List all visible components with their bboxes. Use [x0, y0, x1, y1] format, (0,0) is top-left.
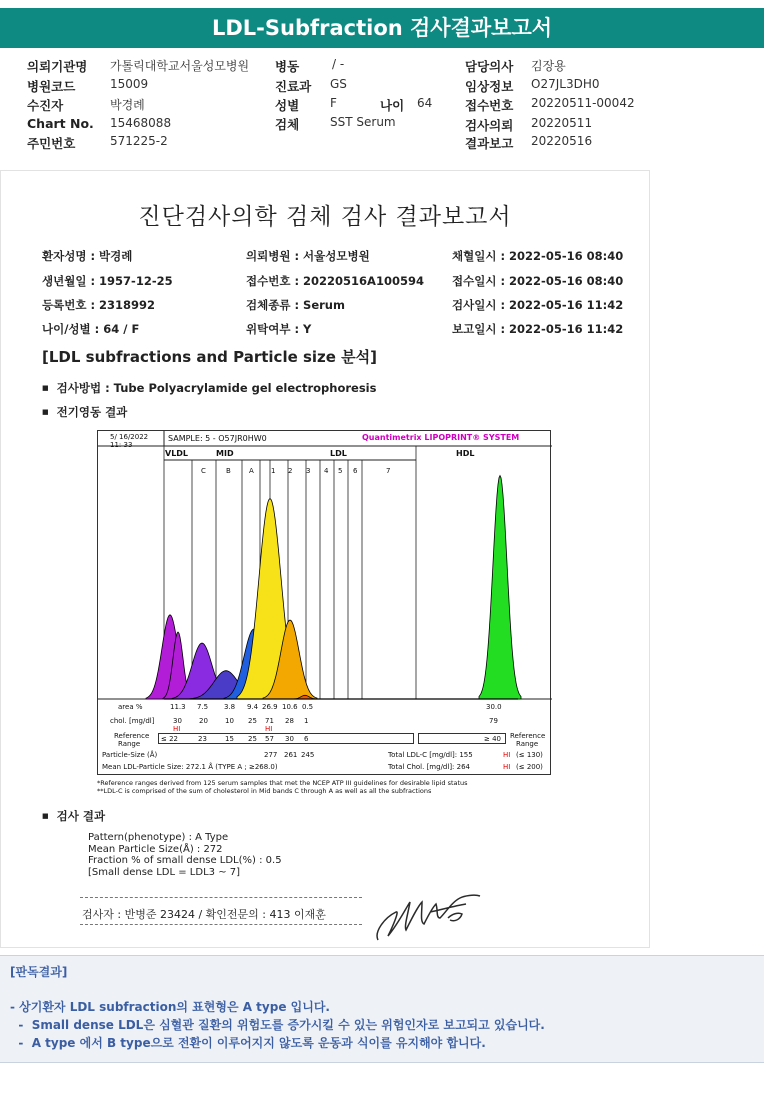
- header-key: 병동: [275, 59, 300, 74]
- ref-right-label-1: Reference: [510, 732, 546, 740]
- band-label: A: [249, 467, 254, 475]
- particle-value: 261: [284, 751, 298, 759]
- ref-value: 23: [198, 735, 207, 743]
- header-value: 15009: [110, 77, 149, 91]
- header-value: 김장용: [531, 59, 566, 73]
- header-key: Chart No.: [27, 116, 94, 131]
- header-key: 검체: [275, 117, 300, 132]
- ref-value: 15: [225, 735, 234, 743]
- total-chol: Total Chol. [mg/dl]: 264: [388, 763, 470, 771]
- header-value: O27JL3DH0: [531, 77, 600, 91]
- ref-value: 57: [265, 735, 274, 743]
- chol-value: 1: [304, 717, 309, 725]
- interpretation-line: - 상기환자 LDL subfraction의 표현형은 A type 입니다.: [10, 1000, 330, 1014]
- chol-value: 25: [248, 717, 257, 725]
- area-value: 10.6: [282, 703, 298, 711]
- chol-value: 79: [489, 717, 498, 725]
- header-key: 담당의사: [465, 59, 514, 74]
- group-label-hdl: HDL: [456, 449, 475, 458]
- area-value: 11.3: [170, 703, 186, 711]
- info-cell: 검체종류 : Serum: [246, 298, 345, 312]
- lipoprint-plot: [97, 430, 551, 775]
- info-cell: 생년월일 : 1957-12-25: [42, 274, 173, 288]
- header-value: 64: [417, 96, 433, 110]
- header-value: / -: [332, 57, 345, 71]
- hi-flag: HI: [265, 725, 273, 733]
- band-label: 1: [271, 467, 276, 475]
- area-value: 0.5: [302, 703, 314, 711]
- band-label: 2: [288, 467, 293, 475]
- result-label: ■ 검사 결과: [42, 808, 105, 824]
- info-cell: 등록번호 : 2318992: [42, 298, 156, 312]
- header-value: 20220511: [531, 116, 593, 130]
- result-line: Mean Particle Size(Å) : 272: [88, 843, 223, 855]
- signature-divider: [80, 924, 362, 925]
- plot-brand: Quantimetrix LIPOPRINT® SYSTEM: [362, 433, 520, 442]
- footnote-1: *Reference ranges derived from 125 serum samples that met the NCEP ATP III guidelines for desirable lipid status: [97, 779, 468, 787]
- ref-right-label-2: Range: [516, 740, 539, 748]
- result-line: [Small dense LDL = LDL3 ~ 7]: [88, 866, 241, 878]
- chol-value: 28: [285, 717, 294, 725]
- total-chol-ref: (≤ 200): [516, 763, 543, 771]
- chol-value: 30: [173, 717, 182, 725]
- header-value: 가톨릭대학교서울성모병원: [110, 59, 250, 73]
- signature-divider: [80, 897, 362, 898]
- lipoprint-svg: [98, 431, 552, 776]
- header-key: 수진자: [27, 98, 64, 113]
- total-ldl-hi: HI: [503, 751, 511, 759]
- particle-value: 245: [301, 751, 315, 759]
- ref-label-2: Range: [118, 740, 141, 748]
- header-key: 검사의뢰: [465, 118, 514, 133]
- header-key: 주민번호: [27, 136, 76, 151]
- header-value: 15468088: [110, 116, 172, 130]
- header-value: 20220516: [531, 134, 593, 148]
- band-label: 3: [306, 467, 311, 475]
- header-key: 성별: [275, 98, 300, 113]
- tester-line: 검사자 : 반병준 23424 / 확인전문의 : 413 이재훈: [82, 908, 326, 921]
- info-cell: 검사일시 : 2022-05-16 11:42: [452, 298, 624, 312]
- area-value: 9.4: [247, 703, 259, 711]
- band-label: 7: [386, 467, 391, 475]
- ref-value: 30: [285, 735, 294, 743]
- header-value: F: [330, 96, 337, 110]
- plot-date: 5/ 16/2022: [110, 433, 149, 441]
- ref-value: 6: [304, 735, 309, 743]
- particle-label: Particle-Size (Å): [102, 751, 158, 759]
- total-ldl: Total LDL-C [mg/dl]: 155: [388, 751, 473, 759]
- band-label: 6: [353, 467, 358, 475]
- info-cell: 접수일시 : 2022-05-16 08:40: [452, 274, 624, 288]
- info-cell: 나이/성별 : 64 / F: [42, 322, 140, 336]
- area-value: 26.9: [262, 703, 278, 711]
- area-value: 3.8: [224, 703, 236, 711]
- header-value: SST Serum: [330, 115, 396, 129]
- band-label: 5: [338, 467, 343, 475]
- info-cell: 환자성명 : 박경례: [42, 249, 133, 263]
- ref-value: 25: [248, 735, 257, 743]
- band-label: 4: [324, 467, 329, 475]
- total-chol-hi: HI: [503, 763, 511, 771]
- ref-value: ≤ 22: [161, 735, 178, 743]
- chol-value: 71: [265, 717, 274, 725]
- header-key: 의뢰기관명: [27, 59, 88, 74]
- info-cell: 의뢰병원 : 서울성모병원: [246, 249, 370, 263]
- chol-value: 10: [225, 717, 234, 725]
- area-value: 30.0: [486, 703, 502, 711]
- hi-flag: HI: [173, 725, 181, 733]
- result-block: [88, 832, 282, 878]
- section-title: [LDL subfractions and Particle size 분석]: [42, 348, 378, 366]
- signature-image: [370, 888, 485, 948]
- info-cell: 채혈일시 : 2022-05-16 08:40: [452, 249, 624, 263]
- report-title: 진단검사의학 검체 검사 결과보고서: [138, 204, 512, 230]
- band-label: B: [226, 467, 231, 475]
- interpretation-line: - A type 에서 B type으로 전환이 이루어지지 않도록 운동과 식이를 유지해야 합니다.: [10, 1036, 486, 1050]
- area-value: 7.5: [197, 703, 209, 711]
- info-cell: 위탁여부 : Y: [246, 322, 312, 336]
- peak-hdl: [479, 476, 521, 699]
- band-label: C: [201, 467, 206, 475]
- info-cell: 접수번호 : 20220516A100594: [246, 274, 424, 288]
- footnote-2: **LDL-C is comprised of the sum of cholesterol in Mid bands C through A as well as all the subfractions: [97, 787, 432, 795]
- mean-particle-size: Mean LDL-Particle Size: 272.1 Å (TYPE A ; ≥268.0): [102, 763, 278, 771]
- ref-label-1: Reference: [114, 732, 150, 740]
- report-banner-title: LDL-Subfraction 검사결과보고서: [0, 8, 764, 48]
- particle-value: 277: [264, 751, 278, 759]
- ref-value: ≥ 40: [484, 735, 501, 743]
- header-key: 나이: [380, 98, 405, 113]
- result-line: Fraction % of small dense LDL(%) : 0.5: [88, 855, 282, 866]
- header-key: 임상정보: [465, 79, 514, 94]
- header-key: 접수번호: [465, 98, 514, 113]
- group-label-vldl: VLDL: [165, 449, 189, 458]
- header-value: 20220511-00042: [531, 96, 635, 110]
- total-ldl-ref: (≤ 130): [516, 751, 543, 759]
- group-label-mid: MID: [216, 449, 234, 458]
- electro-label: ■ 전기영동 결과: [42, 404, 127, 420]
- method-line: ■ 검사방법 : Tube Polyacrylamide gel electrophoresis: [42, 380, 376, 396]
- result-line: Pattern(phenotype) : A Type: [88, 832, 229, 843]
- plot-time: 11: 33: [110, 441, 133, 449]
- group-label-ldl: LDL: [330, 449, 347, 458]
- info-cell: 보고일시 : 2022-05-16 11:42: [452, 322, 624, 336]
- header-key: 병원코드: [27, 79, 76, 94]
- interpretation-title: [판독결과]: [10, 965, 68, 979]
- row-label-area: area %: [118, 703, 143, 711]
- chol-value: 20: [199, 717, 208, 725]
- header-value: 571225-2: [110, 134, 168, 148]
- header-value: 박경례: [110, 98, 145, 112]
- interpretation-line: - Small dense LDL은 심혈관 질환의 위험도를 증가시킬 수 있는 위험인자로 보고되고 있습니다.: [10, 1018, 545, 1032]
- row-label-chol: chol. [mg/dl]: [110, 717, 155, 725]
- header-key: 결과보고: [465, 136, 514, 151]
- header-value: GS: [330, 77, 347, 91]
- plot-sample: SAMPLE: 5 - O57JR0HW0: [168, 434, 267, 443]
- header-key: 진료과: [275, 79, 312, 94]
